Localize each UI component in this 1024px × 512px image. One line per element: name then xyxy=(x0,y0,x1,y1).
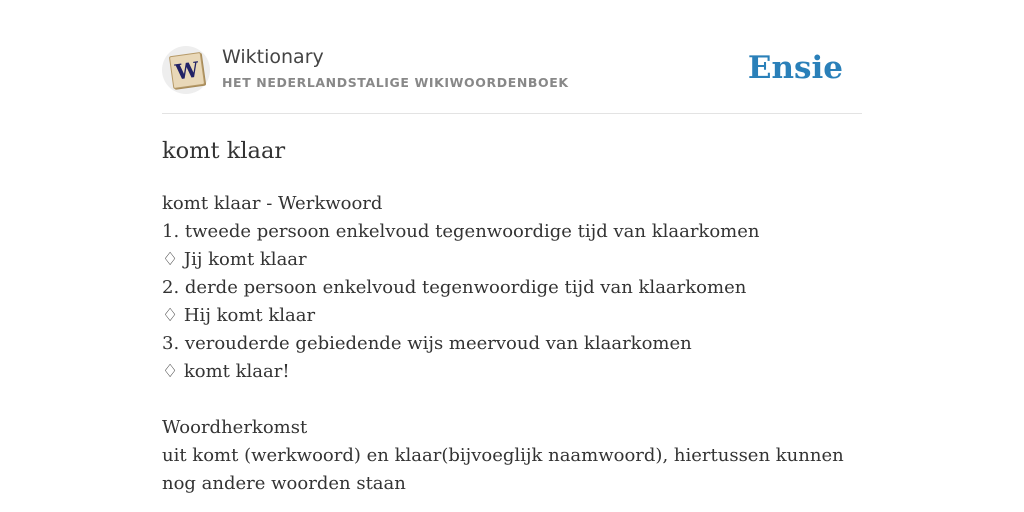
page-title: komt klaar xyxy=(162,138,286,164)
example-3: ♢ komt klaar! xyxy=(162,361,290,382)
spacer xyxy=(162,386,862,414)
ensie-brand-link[interactable]: Ensie xyxy=(747,50,843,86)
etymology-text: uit komt (werkwoord) en klaar(bijvoeglijk naamwoord), hiertussen kunnen nog andere woorden staan xyxy=(162,445,844,494)
logo-tile xyxy=(169,52,205,89)
site-title[interactable]: Wiktionary xyxy=(222,46,324,68)
site-header xyxy=(162,0,862,114)
example-2: ♢ Hij komt klaar xyxy=(162,305,316,326)
logo-letter: W xyxy=(173,56,201,85)
etymology-heading: Woordherkomst xyxy=(162,417,308,438)
wiktionary-logo-icon[interactable] xyxy=(162,46,210,94)
sense-2: 2. derde persoon enkelvoud tegenwoordige tijd van klaarkomen xyxy=(162,277,747,298)
sense-3: 3. verouderde gebiedende wijs meervoud van klaarkomen xyxy=(162,333,692,354)
entry-body xyxy=(162,190,862,498)
sense-1: 1. tweede persoon enkelvoud tegenwoordige tijd van klaarkomen xyxy=(162,221,760,242)
site-subtitle: HET NEDERLANDSTALIGE WIKIWOORDENBOEK xyxy=(222,75,569,90)
example-1: ♢ Jij komt klaar xyxy=(162,249,307,270)
entry-heading: komt klaar - Werkwoord xyxy=(162,193,383,214)
page-container xyxy=(162,0,862,494)
